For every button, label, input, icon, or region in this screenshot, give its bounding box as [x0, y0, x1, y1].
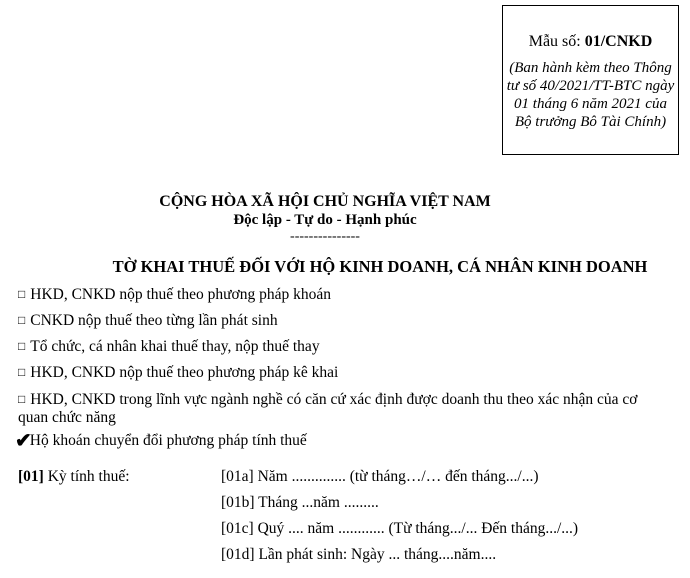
tax-period-code: [01]: [18, 468, 44, 485]
checkbox-icon[interactable]: □: [18, 365, 26, 379]
option-method-conversion[interactable]: [15, 428, 307, 453]
checkbox-icon[interactable]: □: [18, 392, 26, 406]
motto: Độc lập - Tự do - Hạnh phúc: [233, 212, 417, 228]
option-label: HKD, CNKD nộp thuế theo phương pháp kê khai: [30, 364, 339, 381]
checkbox-icon[interactable]: □: [18, 313, 26, 327]
tax-period-month[interactable]: [01b] Tháng ...năm .........: [221, 494, 379, 511]
form-issuance-note: (Ban hành kèm theo Thông tư số 40/2021/TT-BTC ngày 01 tháng 6 năm 2021 của Bộ trưởng Bô Tài Chính): [506, 60, 675, 130]
option-declaration[interactable]: [18, 363, 338, 382]
option-revenue-confirmed[interactable]: [18, 390, 658, 427]
checkmark-icon[interactable]: ✔: [15, 430, 30, 452]
option-lump-sum[interactable]: [18, 285, 331, 304]
form-code: [503, 33, 678, 51]
option-label: CNKD nộp thuế theo từng lần phát sinh: [30, 312, 278, 329]
tax-period-text: Kỳ tính thuế:: [43, 468, 130, 485]
option-label: Hộ khoán chuyển đổi phương pháp tính thuế: [29, 432, 307, 449]
form-code-label: Mẫu số:: [528, 33, 585, 50]
option-label: HKD, CNKD nộp thuế theo phương pháp khoán: [30, 286, 331, 303]
tax-period-year[interactable]: [01a] Năm .............. (từ tháng…/… đến tháng.../...): [221, 468, 539, 485]
option-label: HKD, CNKD trong lĩnh vực ngành nghề có căn cứ xác định được doanh thu theo xác nhận của cơ quan chức năng: [18, 391, 638, 426]
separator: ---------------: [290, 229, 360, 244]
nation-heading: CỘNG HÒA XÃ HỘI CHỦ NGHĨA VIỆT NAM: [159, 193, 491, 210]
option-label: Tổ chức, cá nhân khai thuế thay, nộp thuế thay: [30, 338, 320, 355]
option-proxy-filing[interactable]: [18, 337, 320, 356]
document-title: TỜ KHAI THUẾ ĐỐI VỚI HỘ KINH DOANH, CÁ NHÂN KINH DOANH: [112, 257, 648, 276]
option-per-occurrence[interactable]: [18, 311, 278, 330]
form-code-box: [502, 5, 679, 155]
form-code-value: 01/CNKD: [584, 33, 653, 50]
tax-period-occurrence[interactable]: [01d] Lần phát sinh: Ngày ... tháng....năm....: [221, 546, 497, 563]
tax-period-label: [18, 468, 130, 486]
tax-period-quarter[interactable]: [01c] Quý .... năm ............ (Từ tháng.../... Đến tháng.../...): [221, 520, 579, 537]
checkbox-icon[interactable]: □: [18, 339, 26, 353]
checkbox-icon[interactable]: □: [18, 287, 26, 301]
